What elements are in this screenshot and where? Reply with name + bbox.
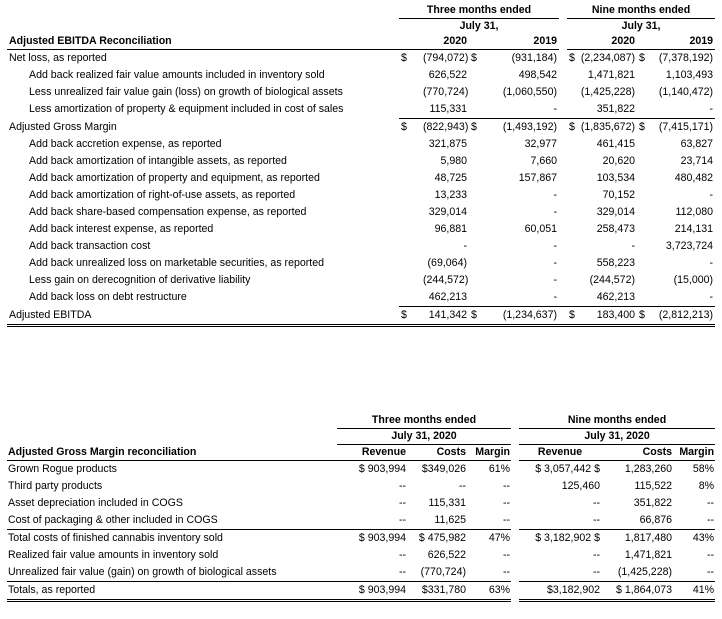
value-9m-2019: (15,000) — [673, 274, 714, 286]
row-label: Add back realized fair value amounts included in inventory sold — [29, 69, 325, 81]
table-row — [7, 272, 715, 289]
value-q3-2019: - — [553, 240, 557, 252]
value-q3-2020: 96,881 — [434, 223, 467, 235]
currency-2 — [469, 221, 489, 238]
spacer-cell — [511, 512, 519, 530]
spacer-cell — [559, 136, 567, 153]
value-9m-2020: 351,822 — [577, 101, 637, 119]
row-label: Net loss, as reported — [9, 52, 107, 64]
currency-2 — [469, 187, 489, 204]
currency-3 — [567, 153, 577, 170]
value-q3-2020: 13,233 — [434, 189, 467, 201]
table-row — [7, 84, 715, 101]
revenue-9m: -- — [519, 512, 601, 530]
row-label: Add back loss on debt restructure — [29, 291, 187, 304]
currency-1 — [399, 84, 421, 101]
margin-9m: 41% — [673, 582, 715, 601]
costs-9m: 115,522 — [634, 480, 673, 492]
currency-3 — [567, 255, 577, 272]
value-9m-2019: - — [647, 101, 715, 119]
currency-4: $ — [639, 52, 645, 64]
value-q3-2020: 329,014 — [428, 206, 467, 218]
costs-9m: (1,425,228) — [601, 564, 673, 582]
margin-3m: -- — [502, 497, 511, 509]
table-row — [7, 512, 715, 530]
margin-9m: -- — [673, 512, 715, 530]
value-9m-2020: 183,400 — [577, 307, 637, 326]
table-row — [7, 307, 715, 326]
table-row — [7, 170, 715, 187]
row-label: Asset depreciation included in COGS — [8, 497, 183, 509]
value-q3-2020: 462,213 — [421, 289, 469, 307]
value-q3-2019: - — [489, 101, 559, 119]
spacer-cell — [559, 170, 567, 187]
margin-9m: 43% — [692, 532, 715, 544]
t2-col-margin-1: Margin — [467, 445, 511, 461]
row-label: Adjusted EBITDA — [7, 307, 399, 326]
revenue-3m: -- — [398, 480, 406, 492]
currency-4 — [637, 238, 647, 255]
currency-4 — [637, 101, 647, 119]
spacer-cell — [559, 204, 567, 221]
table-row — [7, 101, 715, 119]
value-9m-2019: - — [709, 257, 714, 269]
value-9m-2020: (2,234,087) — [580, 52, 635, 64]
revenue-9m: -- — [592, 549, 601, 561]
currency-4 — [637, 136, 647, 153]
table-row — [7, 547, 715, 564]
margin-3m: -- — [467, 564, 511, 582]
revenue-3m: -- — [398, 549, 406, 561]
value-9m-2020: - — [631, 240, 635, 252]
year-col-2: 2019 — [469, 34, 559, 50]
costs-3m: 115,331 — [428, 497, 466, 509]
margin-3m: -- — [502, 549, 511, 561]
currency-1 — [399, 255, 421, 272]
costs-9m: 351,822 — [633, 497, 673, 509]
revenue-9m: $3,182,902 — [519, 582, 601, 601]
row-label: Add back amortization of right-of-use assets, as reported — [29, 189, 296, 201]
currency-1 — [399, 272, 421, 289]
t2-three-months-header: Three months ended — [337, 413, 511, 429]
value-q3-2020: (770,724) — [423, 86, 469, 98]
date-header-row — [7, 19, 715, 35]
t2-col-revenue-2: Revenue — [519, 445, 601, 461]
table-row — [7, 530, 715, 548]
spacer-cell — [559, 84, 567, 101]
currency-3 — [567, 170, 577, 187]
revenue-9m: $ 3,182,902 $ — [535, 532, 601, 544]
row-label: Grown Rogue products — [8, 463, 117, 475]
three-months-date: July 31, — [459, 20, 499, 32]
table-row — [7, 461, 715, 479]
table-row — [7, 187, 715, 204]
currency-2 — [469, 153, 489, 170]
value-9m-2020: (1,835,672) — [580, 121, 635, 133]
row-label: Cost of packaging & other included in COGS — [7, 512, 337, 530]
currency-2: $ — [471, 121, 477, 133]
t2-col-costs-2: Costs — [601, 445, 673, 461]
value-q3-2019: - — [553, 257, 557, 269]
spacer-cell — [559, 307, 567, 326]
currency-1 — [399, 238, 421, 255]
value-q3-2020: 626,522 — [428, 69, 467, 81]
value-q3-2019: (1,060,550) — [502, 86, 557, 98]
nine-months-header: Nine months ended — [567, 3, 715, 19]
value-q3-2020: (794,072) — [423, 52, 469, 64]
value-9m-2020: (1,425,228) — [580, 86, 635, 98]
costs-3m: -- — [458, 480, 466, 492]
spacer-cell — [511, 495, 519, 512]
nine-months-date: July 31, — [621, 20, 661, 32]
revenue-3m: $ 903,994 — [358, 532, 406, 544]
costs-3m: 626,522 — [427, 549, 466, 561]
spacer-cell — [559, 255, 567, 272]
costs-3m: 11,625 — [407, 512, 467, 530]
currency-1 — [399, 67, 421, 84]
currency-3 — [567, 221, 577, 238]
value-q3-2020: (822,943) — [423, 121, 469, 133]
currency-4 — [637, 204, 647, 221]
costs-3m: (770,724) — [407, 564, 467, 582]
table-row — [7, 289, 715, 307]
currency-2 — [469, 170, 489, 187]
spacer-cell — [511, 478, 519, 495]
table-title: Adjusted EBITDA Reconciliation — [7, 34, 399, 50]
table-row — [7, 221, 715, 238]
value-q3-2020: 141,342 — [421, 307, 469, 326]
value-q3-2019: - — [553, 189, 557, 201]
value-q3-2020: (69,064) — [427, 257, 467, 269]
three-months-header: Three months ended — [399, 3, 559, 19]
value-q3-2020: 48,725 — [434, 172, 467, 184]
margin-3m: 61% — [488, 463, 511, 475]
currency-3 — [567, 204, 577, 221]
row-label: Add back amortization of intangible assets, as reported — [29, 155, 287, 167]
row-label: Less amortization of property & equipment included in cost of sales — [29, 103, 344, 116]
row-label: Add back amortization of property and equipment, as reported — [29, 172, 320, 184]
spacer-cell — [511, 582, 519, 601]
revenue-9m: -- — [519, 564, 601, 582]
value-q3-2019: - — [553, 206, 557, 218]
value-q3-2019: - — [489, 289, 559, 307]
value-9m-2020: 329,014 — [596, 206, 635, 218]
table-row — [7, 564, 715, 582]
table-row — [7, 119, 715, 137]
ebitda-reconciliation-table — [7, 3, 715, 327]
year-header-row — [7, 34, 715, 50]
currency-2 — [469, 238, 489, 255]
currency-1 — [399, 221, 421, 238]
value-9m-2020: 103,534 — [596, 172, 635, 184]
value-q3-2019: (1,234,637) — [489, 307, 559, 326]
row-label: Add back transaction cost — [29, 240, 151, 252]
value-q3-2020: 5,980 — [440, 155, 467, 167]
currency-2: $ — [469, 307, 489, 326]
spacer-cell — [559, 101, 567, 119]
currency-4 — [637, 272, 647, 289]
revenue-9m: $ 3,057,442 $ — [535, 463, 601, 475]
currency-4 — [637, 221, 647, 238]
table-row — [7, 495, 715, 512]
t2-table-title: Adjusted Gross Margin reconciliation — [7, 445, 337, 461]
value-q3-2019: (1,493,192) — [502, 121, 557, 133]
currency-3: $ — [567, 307, 577, 326]
currency-1 — [399, 136, 421, 153]
spacer-cell — [511, 461, 519, 479]
value-9m-2020: 461,415 — [596, 138, 635, 150]
currency-2 — [469, 84, 489, 101]
t2-period-header-row — [7, 413, 715, 429]
value-q3-2020: 321,875 — [428, 138, 467, 150]
margin-3m: -- — [467, 512, 511, 530]
value-q3-2019: - — [553, 274, 557, 286]
spacer-cell — [559, 67, 567, 84]
value-9m-2020: 1,471,821 — [587, 69, 635, 81]
currency-1 — [399, 187, 421, 204]
value-9m-2019: 3,723,724 — [665, 240, 714, 252]
spacer-cell — [559, 238, 567, 255]
revenue-3m: -- — [398, 497, 406, 509]
t2-col-revenue-1: Revenue — [337, 445, 407, 461]
t2-column-header-row — [7, 445, 715, 461]
table-row — [7, 478, 715, 495]
currency-4: $ — [637, 307, 647, 326]
currency-3 — [567, 272, 577, 289]
gross-margin-reconciliation-table — [7, 413, 715, 602]
t2-three-months-date: July 31, 2020 — [337, 429, 511, 445]
costs-9m: 1,471,821 — [624, 549, 673, 561]
value-q3-2019: (931,184) — [511, 52, 557, 64]
currency-2 — [469, 101, 489, 119]
value-9m-2020: (244,572) — [589, 274, 635, 286]
margin-9m: -- — [706, 549, 715, 561]
row-label: Add back unrealized loss on marketable securities, as reported — [29, 257, 325, 269]
value-q3-2020: 115,331 — [421, 101, 469, 119]
currency-3: $ — [569, 52, 575, 64]
revenue-3m: -- — [337, 512, 407, 530]
table-row — [7, 153, 715, 170]
currency-1: $ — [399, 307, 421, 326]
margin-3m: 47% — [488, 532, 511, 544]
currency-2 — [469, 204, 489, 221]
spacer-cell — [559, 50, 567, 68]
revenue-3m: $ 903,994 — [358, 463, 406, 475]
currency-4 — [637, 170, 647, 187]
revenue-9m: 125,460 — [561, 480, 601, 492]
value-9m-2020: 462,213 — [577, 289, 637, 307]
t2-nine-months-header: Nine months ended — [519, 413, 715, 429]
value-q3-2020: (244,572) — [423, 274, 469, 286]
spacer-cell — [559, 153, 567, 170]
currency-4: $ — [639, 121, 645, 133]
costs-9m: 1,283,260 — [624, 463, 673, 475]
table-row — [7, 238, 715, 255]
margin-9m: 8% — [698, 480, 715, 492]
table-row — [7, 204, 715, 221]
value-9m-2020: 258,473 — [596, 223, 635, 235]
table-row — [7, 67, 715, 84]
revenue-9m: -- — [592, 497, 601, 509]
t2-date-header-row — [7, 429, 715, 445]
currency-4 — [637, 255, 647, 272]
revenue-3m: -- — [337, 564, 407, 582]
value-q3-2019: 60,051 — [524, 223, 557, 235]
margin-9m: -- — [706, 497, 715, 509]
row-label: Total costs of finished cannabis inventory sold — [8, 532, 223, 544]
table-row — [7, 255, 715, 272]
currency-3 — [567, 289, 577, 307]
costs-9m: $ 1,864,073 — [601, 582, 673, 601]
spacer-cell — [559, 289, 567, 307]
year-col-1: 2020 — [399, 34, 469, 50]
row-label: Less unrealized fair value gain (loss) on growth of biological assets — [29, 86, 343, 98]
row-label: Less gain on derecognition of derivative liability — [29, 274, 251, 286]
t2-col-margin-2: Margin — [673, 445, 715, 461]
currency-1 — [399, 101, 421, 119]
costs-9m: 1,817,480 — [624, 532, 673, 544]
row-label: Third party products — [8, 480, 103, 492]
spacer-cell — [559, 221, 567, 238]
currency-3 — [567, 136, 577, 153]
value-9m-2019: 214,131 — [674, 223, 714, 235]
spacer-cell — [559, 272, 567, 289]
value-9m-2019: (7,378,192) — [658, 52, 714, 64]
currency-3 — [567, 187, 577, 204]
costs-9m: 66,876 — [601, 512, 673, 530]
row-label: Adjusted Gross Margin — [9, 120, 117, 133]
currency-1 — [399, 204, 421, 221]
margin-3m: -- — [502, 480, 511, 492]
currency-1 — [399, 170, 421, 187]
value-9m-2019: (7,415,171) — [658, 121, 714, 133]
value-9m-2020: 20,620 — [602, 155, 635, 167]
currency-2 — [469, 272, 489, 289]
currency-2: $ — [471, 52, 477, 64]
value-9m-2019: 480,482 — [674, 172, 714, 184]
value-9m-2019: - — [709, 189, 714, 201]
currency-4 — [637, 84, 647, 101]
currency-2 — [469, 67, 489, 84]
currency-1 — [399, 153, 421, 170]
currency-3 — [567, 238, 577, 255]
spacer-cell — [511, 547, 519, 564]
revenue-3m: $ 903,994 — [337, 582, 407, 601]
value-q3-2019: 498,542 — [518, 69, 557, 81]
currency-4 — [637, 153, 647, 170]
value-9m-2019: 112,080 — [675, 206, 714, 218]
value-9m-2019: 63,827 — [680, 138, 714, 150]
table-row — [7, 582, 715, 601]
currency-2 — [469, 255, 489, 272]
table-row — [7, 50, 715, 68]
currency-4 — [637, 67, 647, 84]
year-col-3: 2020 — [567, 34, 637, 50]
costs-3m: $331,780 — [407, 582, 467, 601]
year-col-4: 2019 — [637, 34, 715, 50]
currency-3: $ — [569, 121, 575, 133]
row-label: Add back interest expense, as reported — [29, 223, 214, 235]
spacer-cell — [559, 187, 567, 204]
costs-3m: $ 475,982 — [418, 532, 466, 544]
margin-3m: 63% — [467, 582, 511, 601]
margin-9m: -- — [673, 564, 715, 582]
row-label: Unrealized fair value (gain) on growth of biological assets — [7, 564, 337, 582]
currency-4 — [637, 289, 647, 307]
currency-1: $ — [401, 121, 407, 133]
t2-col-costs-1: Costs — [407, 445, 467, 461]
row-label: Add back accretion expense, as reported — [29, 138, 222, 150]
table-row — [7, 136, 715, 153]
value-q3-2019: 7,660 — [530, 155, 557, 167]
value-9m-2019: - — [647, 289, 715, 307]
value-9m-2019: 23,714 — [680, 155, 714, 167]
value-q3-2020: - — [463, 240, 467, 252]
currency-2 — [469, 136, 489, 153]
value-q3-2019: 157,867 — [518, 172, 557, 184]
row-label: Add back share-based compensation expense, as reported — [29, 206, 307, 218]
spacer-cell — [511, 530, 519, 548]
value-9m-2019: 1,103,493 — [665, 69, 714, 81]
row-label: Totals, as reported — [7, 582, 337, 601]
currency-1 — [399, 289, 421, 307]
margin-9m: 58% — [692, 463, 715, 475]
currency-3 — [567, 84, 577, 101]
value-q3-2019: 32,977 — [524, 138, 557, 150]
currency-2 — [469, 289, 489, 307]
value-9m-2019: (2,812,213) — [647, 307, 715, 326]
spacer-cell — [559, 119, 567, 137]
value-9m-2019: (1,140,472) — [658, 86, 714, 98]
spacer-cell — [511, 564, 519, 582]
currency-3 — [567, 67, 577, 84]
period-header-row — [7, 3, 715, 19]
costs-3m: $349,026 — [421, 463, 466, 475]
currency-3 — [567, 101, 577, 119]
t2-nine-months-date: July 31, 2020 — [519, 429, 715, 445]
currency-4 — [637, 187, 647, 204]
currency-1: $ — [401, 52, 407, 64]
row-label: Realized fair value amounts in inventory sold — [8, 549, 219, 561]
value-9m-2020: 70,152 — [602, 189, 635, 201]
value-9m-2020: 558,223 — [596, 257, 635, 269]
